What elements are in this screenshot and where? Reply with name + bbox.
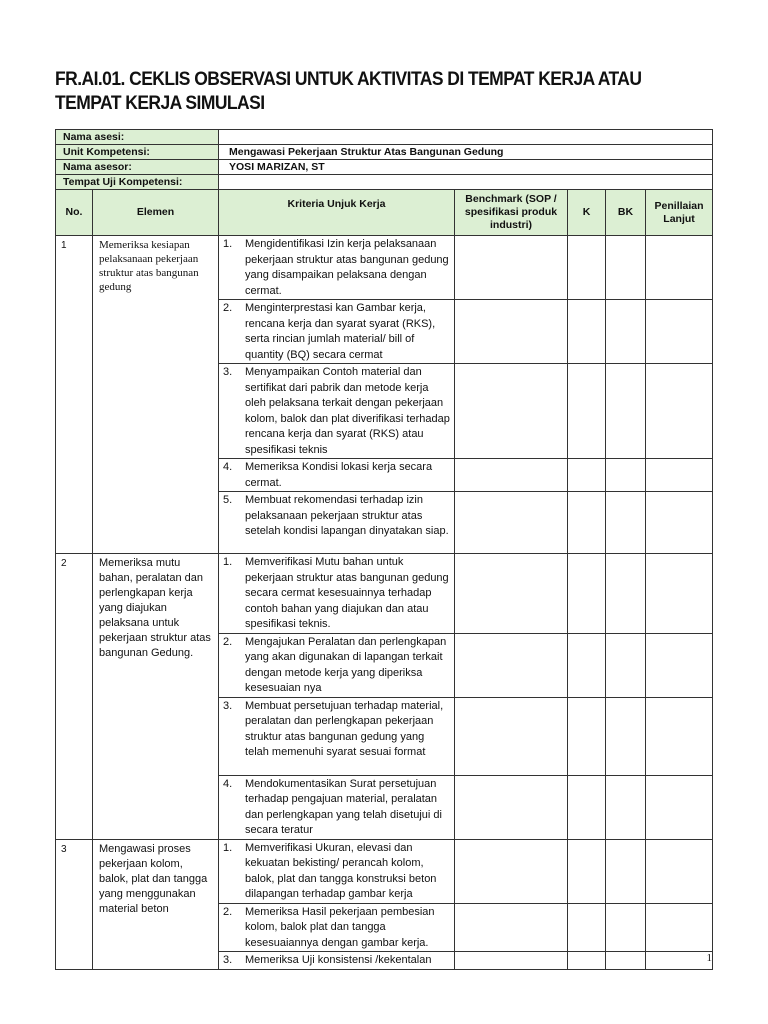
element-number: 2 <box>56 554 93 840</box>
criteria-cell <box>219 459 455 492</box>
element-name: Mengawasi proses pekerjaan kolom, balok, plat dan tangga yang menggunakan material beton <box>93 839 219 969</box>
criteria-number: 2. <box>223 905 233 918</box>
unit-kompetensi-label: Unit Kompetensi: <box>56 145 219 160</box>
row-nama-asesi <box>56 130 713 145</box>
penilaian-lanjut-cell[interactable] <box>646 775 713 839</box>
penilaian-lanjut-cell[interactable] <box>646 492 713 554</box>
penilaian-lanjut-cell[interactable] <box>646 903 713 952</box>
criteria-cell <box>219 492 455 554</box>
observation-checklist-table <box>55 129 713 970</box>
nama-asesor-value: YOSI MARIZAN, ST <box>219 160 713 175</box>
bk-checkbox-cell[interactable] <box>606 364 646 459</box>
document-title: FR.AI.01. CEKLIS OBSERVASI UNTUK AKTIVITAS DI TEMPAT KERJA ATAU TEMPAT KERJA SIMULASI <box>55 69 642 114</box>
criteria-text: Memeriksa Kondisi lokasi kerja secara cermat. <box>245 461 433 489</box>
criteria-number: 2. <box>223 635 233 648</box>
benchmark-cell[interactable] <box>455 300 568 364</box>
penilaian-lanjut-cell[interactable] <box>646 633 713 697</box>
k-checkbox-cell[interactable] <box>568 903 606 952</box>
criteria-text: Menyampaikan Contoh material dan sertifikat dari pabrik dan metode kerja oleh pelaksana terkait dengan pekerjaan kolom, balok dan plat diverifikasi terhadap rencana kerja dan syarat (RKS) atau spesifikasi teknis <box>245 366 450 456</box>
benchmark-cell[interactable] <box>455 459 568 492</box>
element-number: 3 <box>56 839 93 969</box>
penilaian-lanjut-cell[interactable] <box>646 839 713 903</box>
criteria-cell <box>219 364 455 459</box>
criteria-number: 3. <box>223 954 233 966</box>
tempat-uji-field[interactable] <box>219 175 713 190</box>
bk-checkbox-cell[interactable] <box>606 459 646 492</box>
k-checkbox-cell[interactable] <box>568 952 606 970</box>
criteria-text: Memverifikasi Mutu bahan untuk pekerjaan struktur atas bangunan gedung secara cermat kesesuainnya terhadap contoh bahan yang diajukan dan atau spesifikasi teknis. <box>245 556 449 630</box>
unit-kompetensi-value: Mengawasi Pekerjaan Struktur Atas Bangunan Gedung <box>219 145 713 160</box>
bk-checkbox-cell[interactable] <box>606 839 646 903</box>
header-bk: BK <box>606 190 646 236</box>
criteria-cell <box>219 839 455 903</box>
criteria-cell <box>219 300 455 364</box>
k-checkbox-cell[interactable] <box>568 236 606 300</box>
nama-asesor-label: Nama asesor: <box>56 160 219 175</box>
criteria-number: 1. <box>223 238 233 250</box>
criteria-number: 1. <box>223 556 233 568</box>
header-no: No. <box>56 190 93 236</box>
bk-checkbox-cell[interactable] <box>606 554 646 634</box>
benchmark-cell[interactable] <box>455 492 568 554</box>
penilaian-lanjut-cell[interactable] <box>646 300 713 364</box>
bk-checkbox-cell[interactable] <box>606 775 646 839</box>
k-checkbox-cell[interactable] <box>568 839 606 903</box>
table-row <box>56 236 713 300</box>
row-unit-kompetensi <box>56 145 713 160</box>
header-k: K <box>568 190 606 236</box>
criteria-number: 1. <box>223 841 233 854</box>
criteria-cell <box>219 952 455 970</box>
k-checkbox-cell[interactable] <box>568 300 606 364</box>
benchmark-cell[interactable] <box>455 839 568 903</box>
penilaian-lanjut-cell[interactable] <box>646 364 713 459</box>
bk-checkbox-cell[interactable] <box>606 236 646 300</box>
criteria-cell <box>219 775 455 839</box>
bk-checkbox-cell[interactable] <box>606 697 646 775</box>
penilaian-lanjut-cell[interactable] <box>646 952 713 970</box>
criteria-text: Mendokumentasikan Surat persetujuan terhadap pengajuan material, peralatan dan perlengkapan yang telah disetujui di secara teratur <box>245 777 442 836</box>
criteria-text: Membuat rekomendasi terhadap izin pelaksanaan pekerjaan struktur atas setelah kondisi lapangan dinyatakan siap. <box>245 494 449 537</box>
tempat-uji-label: Tempat Uji Kompetensi: <box>56 175 219 190</box>
benchmark-cell[interactable] <box>455 952 568 970</box>
bk-checkbox-cell[interactable] <box>606 492 646 554</box>
criteria-cell <box>219 633 455 697</box>
k-checkbox-cell[interactable] <box>568 554 606 634</box>
benchmark-cell[interactable] <box>455 775 568 839</box>
table-header-row <box>56 190 713 236</box>
criteria-cell <box>219 903 455 952</box>
criteria-number: 2. <box>223 302 233 314</box>
nama-asesi-field[interactable] <box>219 130 713 145</box>
benchmark-cell[interactable] <box>455 697 568 775</box>
criteria-text: Memeriksa Hasil pekerjaan pembesian kolom, balok plat dan tangga kesesuaiannya dengan gambar kerja. <box>245 905 435 949</box>
element-number: 1 <box>56 236 93 554</box>
k-checkbox-cell[interactable] <box>568 364 606 459</box>
benchmark-cell[interactable] <box>455 554 568 634</box>
k-checkbox-cell[interactable] <box>568 492 606 554</box>
element-name: Memeriksa mutu bahan, peralatan dan perlengkapan kerja yang diajukan pelaksana untuk pekerjaan struktur atas bangunan Gedung. <box>93 554 219 840</box>
k-checkbox-cell[interactable] <box>568 775 606 839</box>
k-checkbox-cell[interactable] <box>568 633 606 697</box>
criteria-text: Memeriksa Uji konsistensi /kekentalan <box>245 954 432 966</box>
criteria-number: 4. <box>223 777 233 790</box>
criteria-cell <box>219 236 455 300</box>
row-nama-asesor <box>56 160 713 175</box>
criteria-text: Membuat persetujuan terhadap material, peralatan dan perlengkapan pekerjaan struktur atas bangunan gedung yang telah memenuhi syarat sesuai format <box>245 699 444 758</box>
benchmark-cell[interactable] <box>455 633 568 697</box>
benchmark-cell[interactable] <box>455 236 568 300</box>
bk-checkbox-cell[interactable] <box>606 633 646 697</box>
row-tempat-uji <box>56 175 713 190</box>
header-benchmark: Benchmark (SOP / spesifikasi produk industri) <box>455 190 568 236</box>
criteria-text: Menginterprestasi kan Gambar kerja, rencana kerja dan syarat syarat (RKS), serta rincian jumlah material/ bill of quantity (BQ) secara cermat <box>245 302 436 361</box>
benchmark-cell[interactable] <box>455 903 568 952</box>
penilaian-lanjut-cell[interactable] <box>646 459 713 492</box>
criteria-cell <box>219 697 455 775</box>
header-kriteria: Kriteria Unjuk Kerja <box>219 190 455 236</box>
bk-checkbox-cell[interactable] <box>606 952 646 970</box>
bk-checkbox-cell[interactable] <box>606 903 646 952</box>
penilaian-lanjut-cell[interactable] <box>646 554 713 634</box>
page-number: 1 <box>706 952 712 964</box>
element-name: Memeriksa kesiapan pelaksanaan pekerjaan struktur atas bangunan gedung <box>93 236 219 554</box>
criteria-body <box>56 236 713 970</box>
criteria-number: 3. <box>223 699 233 712</box>
criteria-text: Mengajukan Peralatan dan perlengkapan yang akan digunakan di lapangan terkait dengan metode kerja yang diperiksa kesesuaian nya <box>245 635 447 694</box>
criteria-cell <box>219 554 455 634</box>
penilaian-lanjut-cell[interactable] <box>646 236 713 300</box>
benchmark-cell[interactable] <box>455 364 568 459</box>
table-row <box>56 554 713 634</box>
criteria-number: 3. <box>223 366 233 378</box>
k-checkbox-cell[interactable] <box>568 459 606 492</box>
criteria-number: 4. <box>223 461 233 473</box>
header-elemen: Elemen <box>93 190 219 236</box>
criteria-text: Memverifikasi Ukuran, elevasi dan kekuatan bekisting/ perancah kolom, balok, plat dan tangga konstruksi beton dilapangan terhadap gambar kerja <box>245 841 437 900</box>
criteria-text: Mengidentifikasi Izin kerja pelaksanaan pekerjaan struktur atas bangunan gedung yang disampaikan pelaksana dengan cermat. <box>245 238 449 297</box>
header-penilaian: Penillaian Lanjut <box>646 190 713 236</box>
nama-asesi-label: Nama asesi: <box>56 130 219 145</box>
bk-checkbox-cell[interactable] <box>606 300 646 364</box>
penilaian-lanjut-cell[interactable] <box>646 697 713 775</box>
k-checkbox-cell[interactable] <box>568 697 606 775</box>
table-row <box>56 839 713 903</box>
criteria-number: 5. <box>223 494 233 506</box>
